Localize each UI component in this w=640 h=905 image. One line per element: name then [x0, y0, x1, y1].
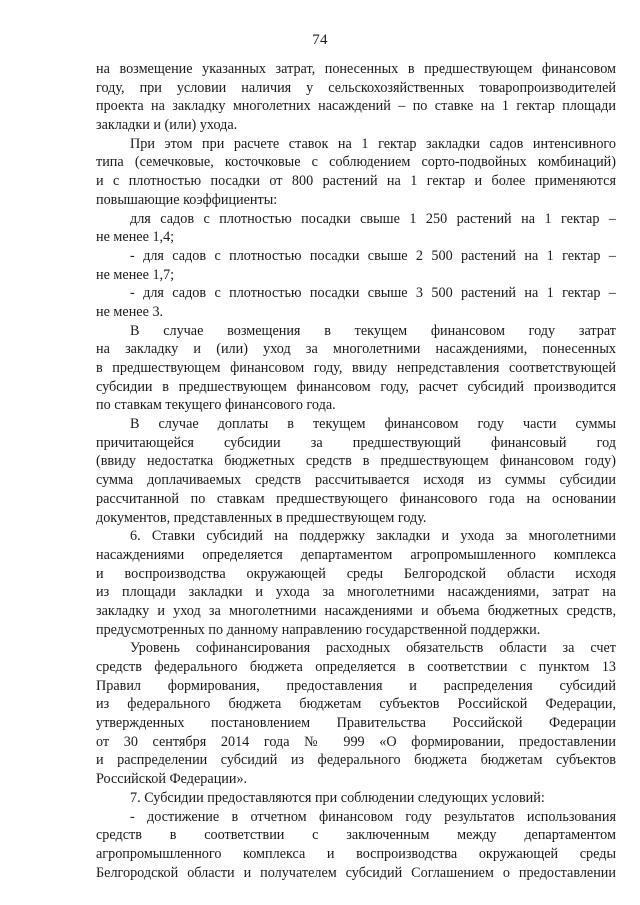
text-line: документов, представленных в предшествующем году.: [96, 509, 427, 526]
text-line: (ввиду недостатка бюджетных средств в предшествующем финансовом году): [96, 453, 616, 470]
text-line: Белгородской области и получателем субсидий Соглашением о предоставлении: [96, 864, 616, 881]
text-line: В случае возмещения в текущем финансовом году затрат: [130, 322, 616, 339]
text-line: средств федерального бюджета определяется в соответствии с пунктом 13: [96, 659, 616, 675]
text-line: 6. Ставки субсидий на поддержку закладки и ухода за многолетними: [130, 528, 616, 545]
text-line: закладки и (или) ухода.: [96, 117, 238, 134]
text-line: для садов с плотностью посадки свыше 1 250 растений на 1 гектар –: [130, 210, 616, 227]
text-line: не менее 1,4;: [96, 229, 175, 246]
text-line: от 30 сентября 2014 года № 999 «О формировании, предоставлении: [96, 733, 616, 750]
text-line: - достижение в отчетном финансовом году результатов использования: [130, 808, 616, 825]
text-line: Российской Федерации».: [96, 771, 248, 788]
text-line: и воспроизводства окружающей среды Белгородской области исходя: [96, 565, 616, 582]
text-line: на возмещение указанных затрат, понесенных в предшествующем финансовом: [96, 61, 616, 77]
text-line: насаждениями определяется департаментом агропромышленного комплекса: [96, 546, 616, 563]
text-line: повышающие коэффициенты:: [96, 191, 278, 208]
text-line: не менее 1,7;: [96, 266, 175, 283]
text-line: В случае доплаты в текущем финансовом году части суммы: [130, 416, 616, 433]
text-line: утвержденных постановлением Правительства Российской Федерации: [96, 715, 616, 732]
text-line: Уровень софинансирования расходных обязательств области за счет: [130, 640, 616, 657]
text-line: не менее 3.: [96, 303, 164, 320]
document-body: [96, 60, 616, 882]
text-line: - для садов с плотностью посадки свыше 3 500 растений на 1 гектар –: [130, 285, 616, 302]
text-line: Правил формирования, предоставления и распределения субсидий: [96, 677, 616, 694]
text-line: предусмотренных по данному направлению государственной поддержки.: [96, 621, 541, 638]
text-line: и распределении субсидий из федерального бюджета бюджетам субъектов: [96, 752, 616, 769]
text-line: сумма доплачиваемых средств рассчитывается исходя из суммы субсидии: [96, 472, 616, 489]
text-line: средств в соответствии с заключенным между департаментом: [96, 827, 616, 844]
text-line: году, при условии наличия у сельскохозяйственных товаропроизводителей: [96, 79, 616, 96]
text-line: рассчитанной по ставкам предшествующего финансового года на основании: [96, 490, 616, 507]
page-number: 74: [312, 32, 328, 48]
text-line: из федерального бюджета бюджетам субъектов Российской Федерации,: [96, 696, 616, 713]
text-line: 7. Субсидии предоставляются при соблюдении следующих условий:: [130, 789, 545, 806]
text-line: закладку и уход за многолетними насаждениями и объема бюджетных средств,: [96, 602, 616, 619]
text-line: в предшествующем финансовом году, ввиду непредставления соответствующей: [96, 360, 616, 376]
text-line: и с плотностью посадки от 800 растений на 1 гектар и более применяются: [96, 173, 616, 190]
text-line: - для садов с плотностью посадки свыше 2 500 растений на 1 гектар –: [130, 247, 616, 264]
text-line: При этом при расчете ставок на 1 гектар закладки садов интенсивного: [130, 135, 616, 152]
text-line: на закладку и (или) уход за многолетними насаждениями, понесенных: [96, 341, 616, 358]
text-line: проекта на закладку многолетних насаждений – по ставке на 1 гектар площади: [96, 98, 616, 115]
text-line: из площади закладки и ухода за многолетними насаждениями, затрат на: [96, 584, 616, 601]
text-line: по ставкам текущего финансового года.: [96, 397, 336, 414]
text-line: типа (семечковые, косточковые с соблюдением сорто-подвойных комбинаций): [96, 154, 616, 171]
text-line: субсидии в предшествующем финансовом году, расчет субсидий производится: [96, 378, 616, 395]
text-line: агропромышленного комплекса и воспроизводства окружающей среды: [96, 845, 616, 862]
text-line: причитающейся субсидии за предшествующий финансовый год: [96, 434, 616, 451]
